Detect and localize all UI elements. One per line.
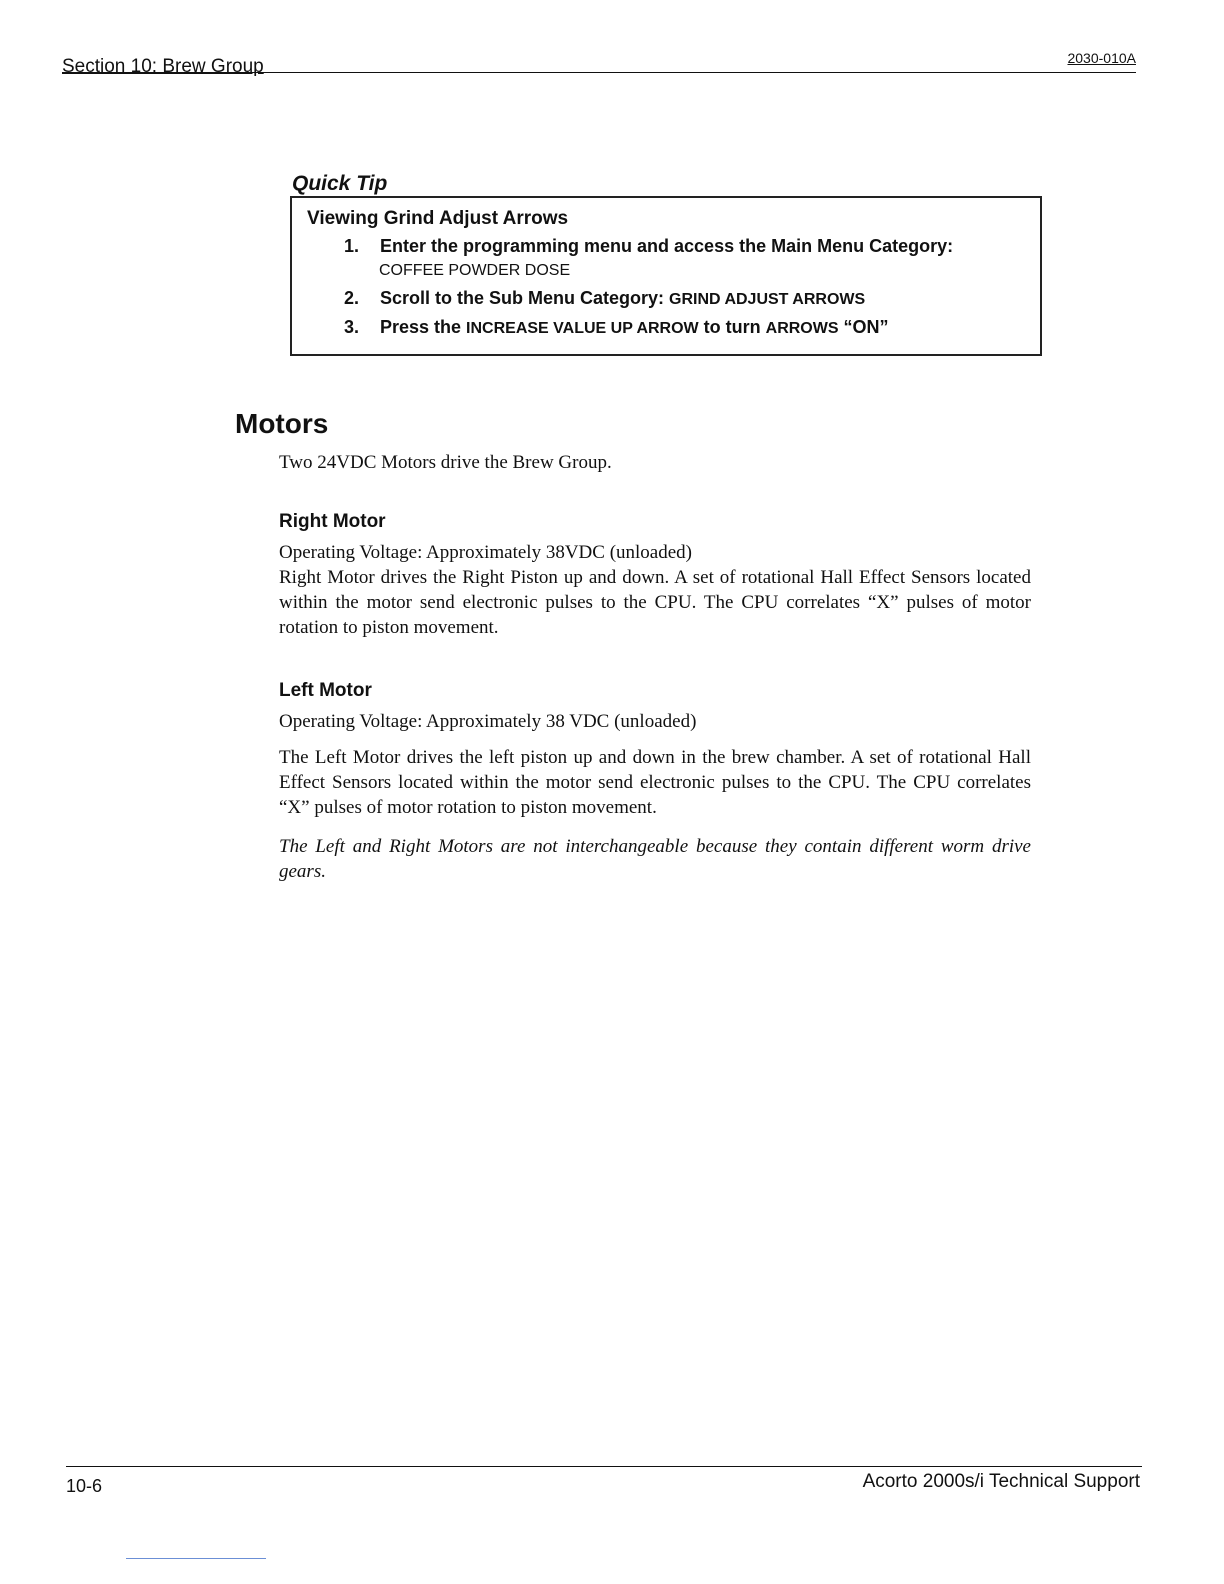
step-menu-name: GRIND ADJUST ARROWS [669,291,866,308]
step-text-pre: Press the [380,317,467,337]
step-button-name: INCREASE VALUE UP ARROW [466,320,699,337]
section-header: Section 10: Brew Group [62,56,264,77]
quick-tip-title: Viewing Grind Adjust Arrows [307,208,569,229]
quick-tip-step-1-sub: COFFEE POWDER DOSE [379,262,571,279]
motors-note: The Left and Right Motors are not interchangeable because they contain different worm drive gears. [279,836,1031,882]
footer-blue-line [126,1558,266,1559]
step-text: Enter the programming menu and access the Main Menu Category: [380,236,954,256]
quick-tip-step-1 [344,236,953,257]
page-number: 10-6 [66,1476,103,1496]
step-setting-name: ARROWS [765,320,839,337]
right-motor-description: Right Motor drives the Right Piston up and down. A set of rotational Hall Effect Sensors located within the motor send electronic pulses to the CPU. The CPU correlates “X” pulses of motor rotation to piston movement. [279,567,1031,638]
step-number: 2. [344,288,360,308]
step-number: 1. [344,236,360,256]
step-text-mid: to turn [698,317,766,337]
quick-tip-step-2 [344,288,865,309]
step-text: Scroll to the Sub Menu Category: [380,288,670,308]
left-motor-description: The Left Motor drives the left piston up and down in the brew chamber. A set of rotational Hall Effect Sensors located within the motor send electronic pulses to the CPU. The CPU correlates “X” pulses of motor rotation to piston movement. [279,747,1031,818]
footer-rule [66,1466,1142,1467]
right-motor-heading: Right Motor [279,511,386,532]
right-motor-voltage: Operating Voltage: Approximately 38VDC (unloaded) [279,542,692,563]
quick-tip-box [290,196,1042,356]
step-number: 3. [344,317,360,337]
left-motor-voltage: Operating Voltage: Approximately 38 VDC (unloaded) [279,711,697,732]
document-number: 2030-010A [1067,50,1136,66]
quick-tip-step-3 [344,317,889,338]
quick-tip-label: Quick Tip [292,172,388,195]
header-rule [62,72,1136,73]
footer-title: Acorto 2000s/i Technical Support [862,1471,1140,1492]
motors-intro: Two 24VDC Motors drive the Brew Group. [279,452,612,473]
left-motor-heading: Left Motor [279,680,372,701]
motors-heading: Motors [235,408,329,439]
step-text-post: “ON” [838,317,889,337]
